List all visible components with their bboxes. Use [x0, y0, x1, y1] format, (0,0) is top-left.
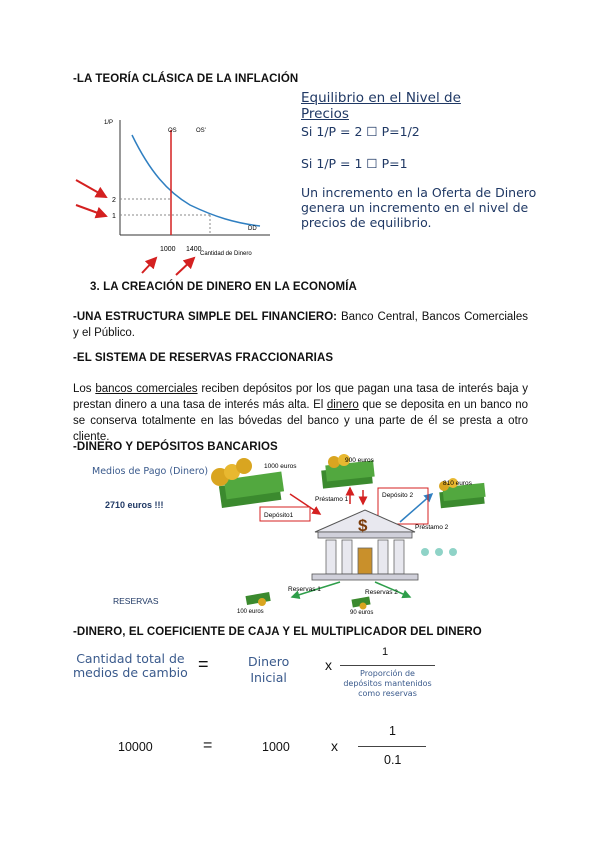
reserve-pile-100 [245, 592, 270, 606]
y-axis-label: 1/P [104, 120, 114, 126]
arrow-x1400 [176, 258, 194, 275]
y-tick-2: 2 [112, 197, 116, 204]
arrow-y1 [76, 205, 106, 216]
total-label: 2710 euros !!! [105, 500, 164, 510]
supply-label: OS [168, 128, 177, 134]
x-tick-1000: 1000 [160, 246, 176, 253]
dot-1 [421, 548, 429, 556]
formula-denominator [334, 669, 441, 699]
formula-equals: = [198, 654, 209, 674]
reservas-label: RESERVAS [113, 596, 159, 606]
euros-90-label: 90 euros [350, 610, 374, 616]
formula-mid [248, 654, 289, 686]
euros-100-label: 100 euros [237, 609, 264, 615]
link-bancos-comerciales[interactable]: bancos comerciales [95, 383, 198, 395]
y-tick-1: 1 [112, 213, 116, 220]
deposito1-label: Depósito1 [264, 512, 294, 519]
example-denominator: 0.1 [384, 753, 402, 767]
x-axis-label: Cantidad de Dinero [200, 251, 252, 257]
equilibrium-title-line2: Precios [301, 106, 349, 122]
conclusion-line3: precios de equilibrio. [301, 215, 432, 230]
equilibrium-line2: Si 1/P = 1 ☐ P=1 [301, 156, 408, 171]
reservas1-label: Reservas 1 [288, 586, 321, 593]
equilibrium-title [301, 90, 461, 122]
section-heading-inflation: -LA TEORÍA CLÁSICA DE LA INFLACIÓN [73, 73, 299, 85]
formula-den-line3: como reservas [358, 689, 417, 698]
equilibrium-line1: Si 1/P = 2 ☐ P=1/2 [301, 124, 420, 139]
inflation-graph [70, 110, 290, 280]
arrow-x1000 [142, 258, 156, 273]
prestamo2-label: Préstamo 2 [415, 524, 449, 531]
formula-mid-line2: Inicial [250, 670, 287, 685]
formula-lhs [73, 652, 188, 680]
section-heading-coeficiente: -DINERO, EL COEFICIENTE DE CAJA Y EL MULTIPLICADOR DEL DINERO [73, 626, 482, 638]
estructura-paragraph [73, 309, 528, 341]
example-equals: = [203, 737, 213, 754]
reservas-paragraph [73, 381, 528, 445]
example-initial: 1000 [262, 740, 290, 754]
medios-label: Medios de Pago (Dinero) [92, 466, 209, 477]
supply2-label: OS' [196, 128, 206, 134]
formula-den-line1: Proporción de [360, 669, 415, 678]
para-text-2: reciben depósitos por los que pagan una tasa de interés baja y prestan dinero a una tasa de interés más alta. El [73, 383, 528, 411]
equilibrium-title-line1: Equilibrio en el Nivel de [301, 90, 461, 106]
reservas2-label: Reservas 2 [365, 589, 398, 596]
para-text-1: Los [73, 383, 96, 395]
prestamo1-label: Préstamo 1 [315, 496, 349, 503]
conclusion-line1: Un incremento en la Oferta de Dinero [301, 185, 537, 200]
section-heading-depositos: -DINERO Y DEPÓSITOS BANCARIOS [73, 441, 278, 453]
example-fraction-bar [358, 746, 426, 747]
euros-810-label: 810 euros [443, 480, 472, 487]
x-tick-1400: 1400 [186, 246, 202, 253]
deposits-diagram [200, 452, 500, 622]
deposito2-label: Depósito 2 [382, 492, 414, 499]
bank-dollar: $ [358, 516, 368, 535]
formula-lhs-line1: Cantidad total de [76, 651, 185, 666]
example-total: 10000 [118, 740, 153, 754]
dot-2 [435, 548, 443, 556]
section-heading-reservas: -EL SISTEMA DE RESERVAS FRACCIONARIAS [73, 352, 334, 364]
estructura-rest: Banco Central, Bancos Comerciales y el Público. [73, 311, 528, 339]
curve-label: DD [248, 226, 257, 232]
example-times: x [331, 738, 338, 754]
formula-mid-line1: Dinero [248, 654, 290, 669]
formula-den-line2: depósitos mantenidos [343, 679, 432, 688]
example-numerator: 1 [389, 724, 396, 738]
formula-fraction-bar [340, 665, 435, 666]
estructura-bold: -UNA ESTRUCTURA SIMPLE DEL FINANCIERO: [73, 311, 337, 323]
link-dinero[interactable]: dinero [326, 399, 359, 411]
dot-3 [449, 548, 457, 556]
conclusion-line2: genera un incremento en el nivel de [301, 200, 529, 215]
equilibrium-conclusion [301, 185, 536, 230]
reserve-pile-90 [351, 596, 370, 609]
euros-1000-label: 1000 euros [264, 463, 297, 470]
formula-times: x [325, 657, 332, 673]
para-text-3: que se deposita en un banco no se conserva totalmente en las bóvedas del banco y una parte de él se presta a otro cliente. [73, 399, 528, 443]
demand-curve [132, 135, 260, 226]
section-heading-creacion: 3. LA CREACIÓN DE DINERO EN LA ECONOMÍA [90, 281, 357, 293]
euros-900-label: 900 euros [345, 457, 374, 464]
formula-numerator: 1 [382, 646, 389, 658]
formula-lhs-line2: medios de cambio [73, 665, 188, 680]
arrow-y2 [76, 180, 106, 197]
